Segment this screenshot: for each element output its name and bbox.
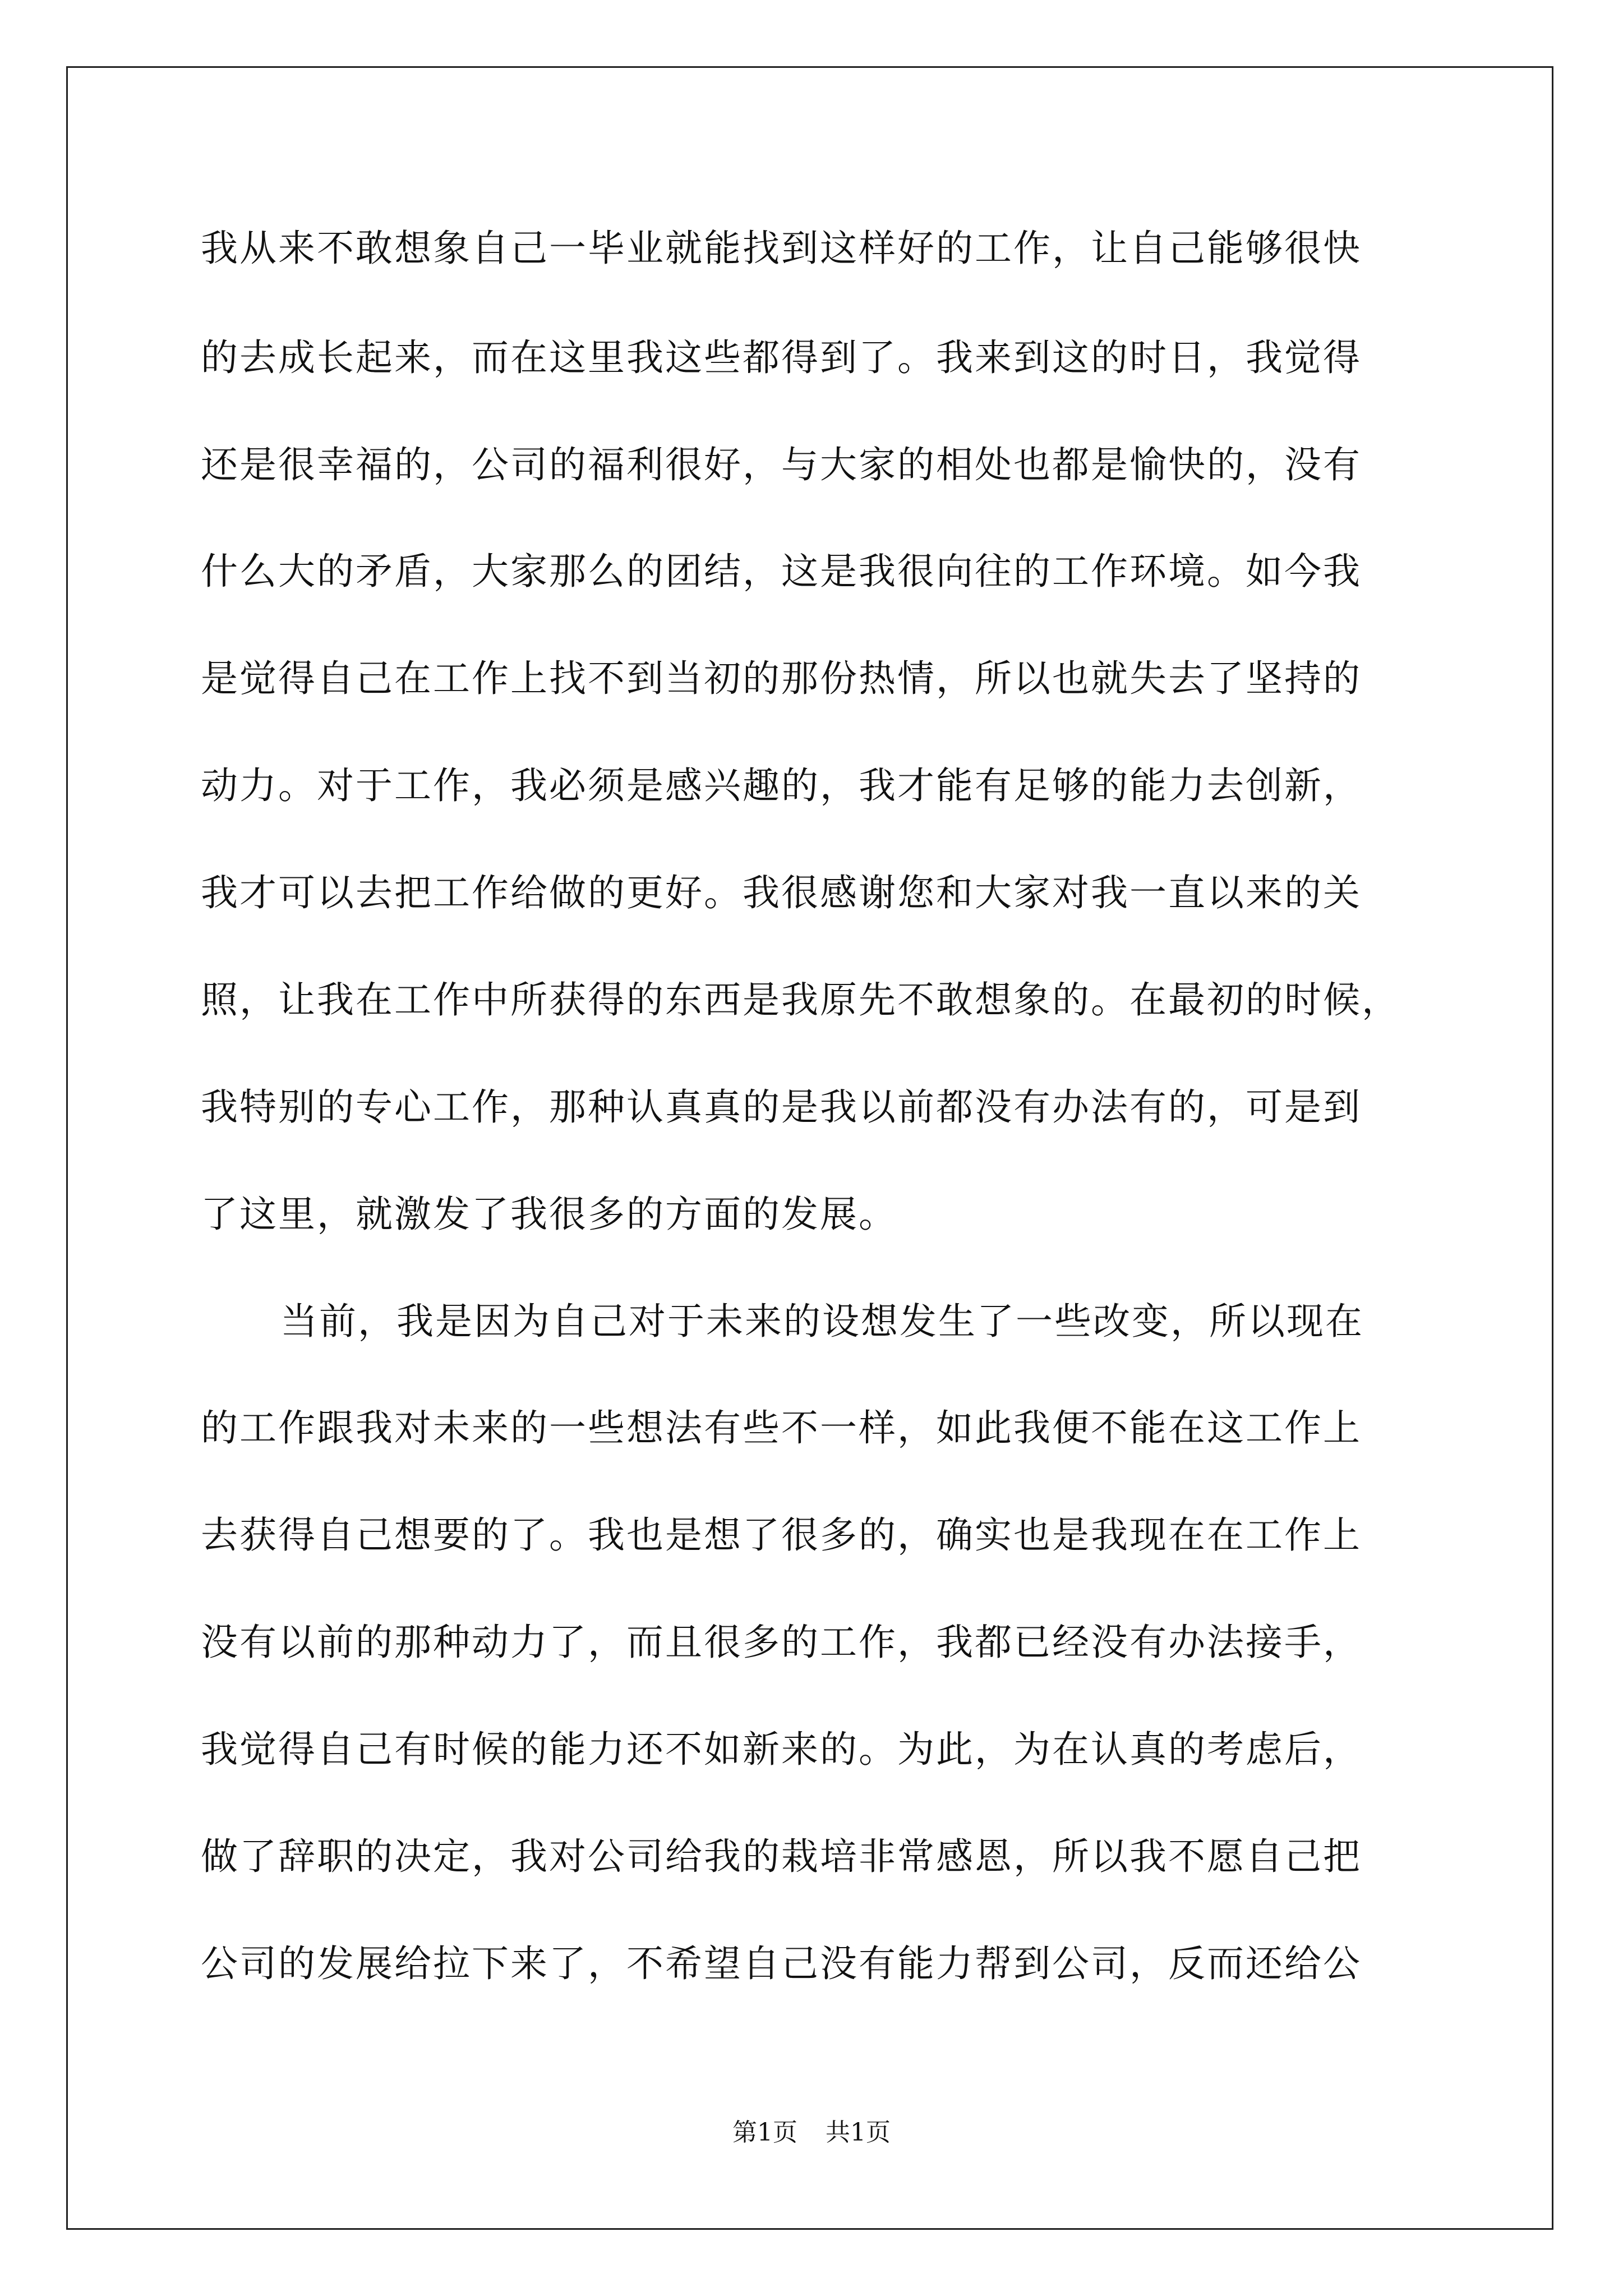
text-line: 去获得自己想要的了。我也是想了很多的，确实也是我现在在工作上 (201, 1513, 1362, 1557)
text-line: 公司的发展给拉下来了，不希望自己没有能力帮到公司，反而还给公 (201, 1942, 1362, 1985)
text-line: 做了辞职的决定，我对公司给我的栽培非常感恩，所以我不愿自己把 (201, 1835, 1362, 1878)
text-line: 照，让我在工作中所获得的东西是我原先不敢想象的。在最初的时候， (201, 978, 1400, 1022)
text-line: 动力。对于工作，我必须是感兴趣的，我才能有足够的能力去创新， (201, 764, 1362, 807)
text-line: 没有以前的那种动力了，而且很多的工作，我都已经没有办法接手， (201, 1621, 1362, 1664)
text-line: 的工作跟我对未来的一些想法有些不一样，如此我便不能在这工作上 (201, 1406, 1362, 1450)
text-line: 我从来不敢想象自己一毕业就能找到这样好的工作，让自己能够很快 (201, 227, 1362, 270)
text-line: 了这里，就激发了我很多的方面的发展。 (201, 1193, 897, 1236)
text-line: 什么大的矛盾，大家那么的团结，这是我很向往的工作环境。如今我 (201, 550, 1362, 593)
paragraph-first-line: 当前，我是因为自己对于未来的设想发生了一些改变，所以现在 (280, 1300, 1364, 1343)
text-line: 是觉得自己在工作上找不到当初的那份热情，所以也就失去了坚持的 (201, 657, 1362, 700)
page-number-total: 共1页 (826, 2118, 891, 2147)
text-line: 还是很幸福的，公司的福利很好，与大家的相处也都是愉快的，没有 (201, 443, 1362, 486)
text-line: 我觉得自己有时候的能力还不如新来的。为此，为在认真的考虑后， (201, 1728, 1362, 1771)
page-footer (0, 2117, 1623, 2148)
text-line: 我才可以去把工作给做的更好。我很感谢您和大家对我一直以来的关 (201, 871, 1362, 914)
text-line: 的去成长起来，而在这里我这些都得到了。我来到这的时日，我觉得 (201, 336, 1362, 379)
page-number-current: 第1页 (732, 2118, 797, 2147)
text-line: 我特别的专心工作，那种认真真的是我以前都没有办法有的，可是到 (201, 1085, 1362, 1129)
